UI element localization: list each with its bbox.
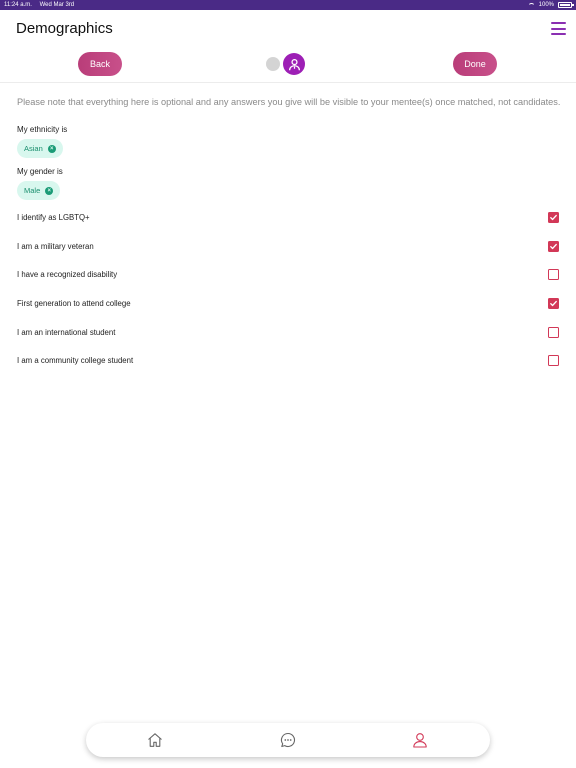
gender-label: My gender is: [17, 167, 63, 176]
option-disability[interactable]: [17, 267, 559, 281]
step-dot-active: [283, 53, 305, 75]
checkmark-icon: [549, 242, 558, 251]
step-dot-inactive: [266, 57, 280, 71]
option-label: I am a community college student: [17, 355, 134, 365]
ethnicity-chip[interactable]: [17, 139, 63, 158]
checkbox-checked[interactable]: [548, 241, 559, 252]
checkbox-checked[interactable]: [548, 298, 559, 309]
status-time: 11:24 a.m.: [4, 2, 32, 8]
chat-icon: [280, 732, 296, 748]
battery-icon: [558, 2, 572, 8]
option-lgbtq[interactable]: [17, 210, 559, 224]
status-bar: [0, 0, 576, 10]
checkbox-unchecked[interactable]: [548, 355, 559, 366]
checkmark-icon: [549, 299, 558, 308]
option-international-student[interactable]: [17, 325, 559, 339]
back-button[interactable]: Back: [78, 52, 122, 76]
tab-messages[interactable]: [279, 731, 297, 749]
checkbox-unchecked[interactable]: [548, 269, 559, 280]
profile-icon: [412, 732, 428, 748]
home-icon: [147, 732, 163, 748]
hamburger-menu-icon[interactable]: [551, 22, 566, 35]
ethnicity-label: My ethnicity is: [17, 125, 68, 134]
option-first-generation[interactable]: [17, 296, 559, 310]
status-right: [528, 0, 572, 10]
checkmark-icon: [549, 213, 558, 222]
ethnicity-chip-label: Asian: [24, 144, 43, 153]
option-military-veteran[interactable]: [17, 239, 559, 253]
battery-percent: 100%: [538, 2, 554, 8]
gender-chip-label: Male: [24, 186, 41, 195]
remove-chip-icon[interactable]: ×: [48, 145, 56, 153]
option-label: I am a military veteran: [17, 241, 94, 251]
gender-chip[interactable]: [17, 181, 60, 200]
done-button[interactable]: Done: [453, 52, 497, 76]
checkbox-checked[interactable]: [548, 212, 559, 223]
option-label: First generation to attend college: [17, 298, 131, 308]
wifi-icon: [528, 3, 535, 8]
mentor-icon: [288, 58, 301, 71]
privacy-note: Please note that everything here is optional and any answers you give will be visible to your mentee(s) once matched, not candidates.: [17, 97, 561, 107]
tab-profile[interactable]: [411, 731, 429, 749]
remove-chip-icon[interactable]: ×: [45, 187, 53, 195]
step-indicator: [266, 53, 308, 75]
option-community-college[interactable]: [17, 353, 559, 367]
option-label: I identify as LGBTQ+: [17, 212, 90, 222]
option-label: I am an international student: [17, 327, 116, 337]
header-divider: [0, 82, 576, 83]
status-left: [4, 0, 80, 10]
bottom-tab-bar: [86, 723, 490, 757]
checkbox-unchecked[interactable]: [548, 327, 559, 338]
option-label: I have a recognized disability: [17, 269, 118, 279]
status-date: Wed Mar 3rd: [39, 2, 75, 8]
page-title: Demographics: [16, 20, 113, 37]
tab-home[interactable]: [146, 731, 164, 749]
